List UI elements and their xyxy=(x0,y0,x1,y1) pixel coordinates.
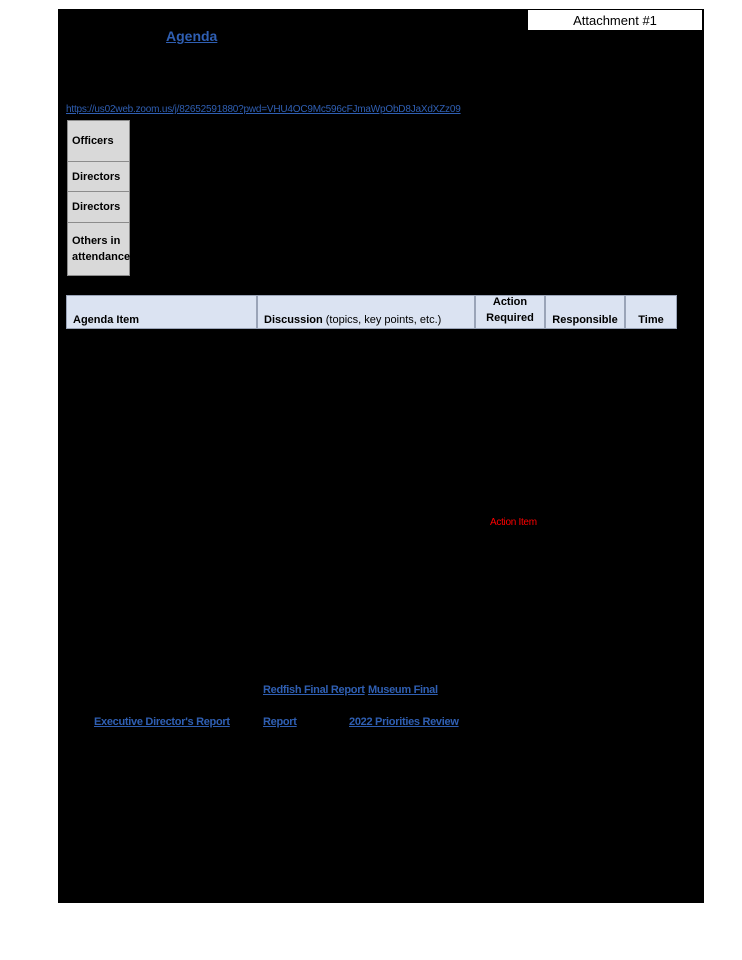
redfish-final-report-link[interactable]: Redfish Final Report xyxy=(263,684,365,696)
officers-label xyxy=(67,120,130,162)
museum-final-link[interactable]: Museum Final xyxy=(368,684,438,696)
action-item-label: Action Item xyxy=(490,517,537,528)
header-discussion xyxy=(257,295,475,329)
officers-label-text: Officers xyxy=(72,135,114,147)
header-agenda-item-text: Agenda Item xyxy=(73,314,140,326)
report-link[interactable]: Report xyxy=(263,716,297,728)
attachment-label: Attachment #1 xyxy=(527,9,703,31)
others-in-attendance-label xyxy=(67,222,130,276)
directors-label xyxy=(67,161,130,192)
header-agenda-item xyxy=(66,295,257,329)
header-time xyxy=(625,295,677,329)
header-action-required-text: Action Required xyxy=(486,296,534,324)
executive-directors-report-link[interactable]: Executive Director's Report xyxy=(94,716,230,728)
zoom-meeting-link[interactable]: https://us02web.zoom.us/j/82652591880?pwd=VHU4OC9Mc596cFJmaWpObD8JaXdXZz09 xyxy=(66,104,461,115)
agenda-table-header xyxy=(66,295,677,329)
header-time-text: Time xyxy=(638,314,664,326)
header-action-required xyxy=(475,295,545,329)
header-discussion-rest: (topics, key points, etc.) xyxy=(322,314,442,326)
document-page xyxy=(58,9,704,903)
agenda-title-link[interactable]: Agenda xyxy=(166,28,218,44)
others-label-text: Others in attendance xyxy=(72,235,131,263)
directors-label-text: Directors xyxy=(72,170,121,183)
priorities-review-link[interactable]: 2022 Priorities Review xyxy=(349,716,459,728)
header-responsible xyxy=(545,295,625,329)
header-discussion-bold: Discussion xyxy=(264,314,323,326)
header-responsible-text: Responsible xyxy=(552,314,618,326)
directors-label-2-text: Directors xyxy=(72,201,121,213)
directors-label-2 xyxy=(67,191,130,223)
